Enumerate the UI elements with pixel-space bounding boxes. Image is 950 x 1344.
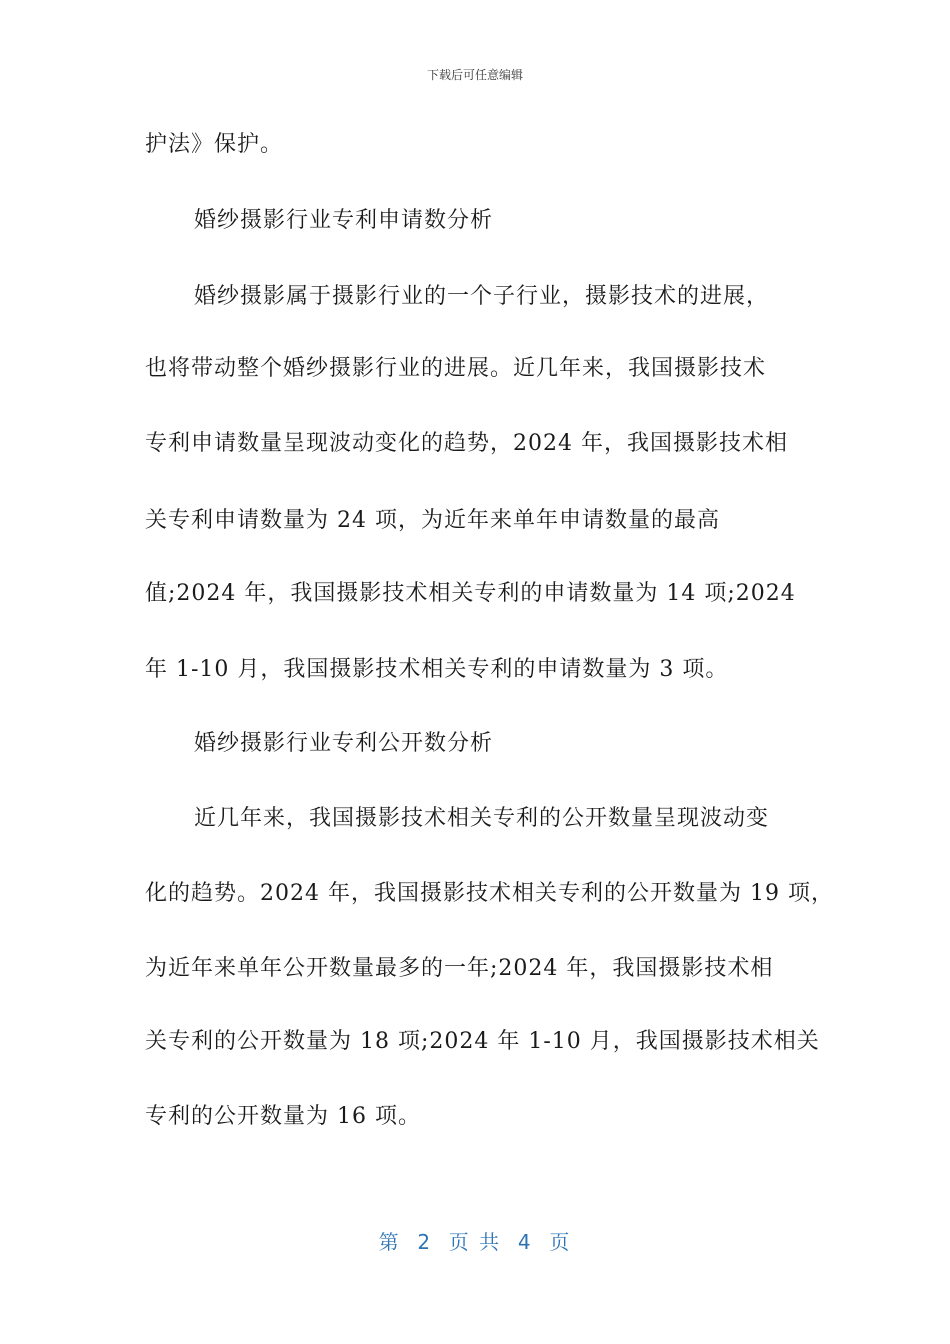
paragraph-line: 为近年来单年公开数量最多的一年;2024 年，我国摄影技术相: [145, 956, 774, 981]
paragraph-line: 护法》保护。: [145, 132, 284, 157]
page-number-footer: 第 2 页 共 4 页: [378, 1230, 572, 1254]
paragraph-line: 年 1-10 月，我国摄影技术相关专利的申请数量为 3 项。: [145, 657, 729, 682]
page-header: 下载后可任意编辑: [426, 68, 523, 82]
section-heading: 婚纱摄影行业专利申请数分析: [194, 208, 494, 233]
paragraph-line: 专利申请数量呈现波动变化的趋势，2024 年，我国摄影技术相: [145, 431, 788, 456]
paragraph-line: 婚纱摄影属于摄影行业的一个子行业，摄影技术的进展，: [194, 284, 770, 309]
section-heading: 婚纱摄影行业专利公开数分析: [194, 731, 494, 756]
paragraph-line: 近几年来，我国摄影技术相关专利的公开数量呈现波动变: [194, 806, 770, 831]
paragraph-line: 化的趋势。2024 年，我国摄影技术相关专利的公开数量为 19 项，: [145, 881, 834, 906]
paragraph-line: 也将带动整个婚纱摄影行业的进展。近几年来，我国摄影技术: [145, 356, 767, 381]
paragraph-line: 专利的公开数量为 16 项。: [145, 1104, 421, 1129]
paragraph-line: 关专利的公开数量为 18 项;2024 年 1-10 月，我国摄影技术相关: [145, 1029, 820, 1054]
paragraph-line: 值;2024 年，我国摄影技术相关专利的申请数量为 14 项;2024: [145, 581, 796, 606]
paragraph-line: 关专利申请数量为 24 项，为近年来单年申请数量的最高: [145, 508, 720, 533]
